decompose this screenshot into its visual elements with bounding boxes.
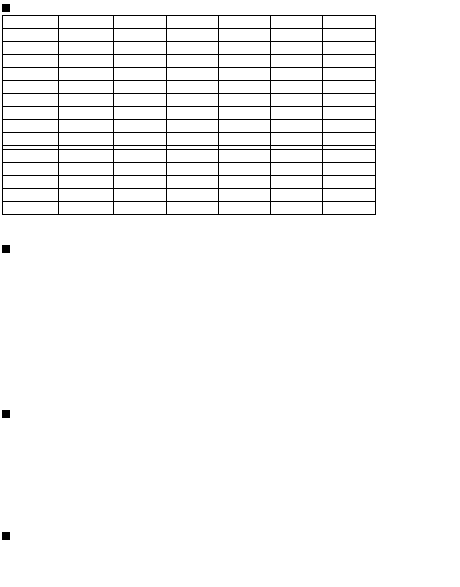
page-title: [2, 2, 13, 15]
row-label: [3, 133, 59, 146]
table-cell: [323, 55, 376, 68]
table-cell: [59, 150, 114, 163]
table-cell: [59, 107, 114, 120]
table-row: [3, 120, 376, 133]
table-cell: [219, 163, 271, 176]
table-cell: [59, 120, 114, 133]
column-header: [59, 16, 114, 29]
table-cell: [114, 55, 167, 68]
table-cell: [59, 68, 114, 81]
table-row: [3, 55, 376, 68]
history-table: [2, 15, 376, 215]
table-cell: [114, 68, 167, 81]
table-cell: [59, 202, 114, 215]
table-cell: [271, 133, 323, 146]
table-cell: [219, 94, 271, 107]
table-cell: [219, 81, 271, 94]
table-cell: [219, 42, 271, 55]
table-row: [3, 107, 376, 120]
table-cell: [59, 189, 114, 202]
table-cell: [323, 81, 376, 94]
column-header: [323, 16, 376, 29]
table-cell: [271, 176, 323, 189]
table-cell: [219, 176, 271, 189]
table-cell: [219, 55, 271, 68]
row-label: [3, 68, 59, 81]
table-cell: [271, 163, 323, 176]
table-cell: [271, 81, 323, 94]
table-cell: [323, 107, 376, 120]
table-cell: [323, 29, 376, 42]
table-cell: [59, 55, 114, 68]
table-cell: [271, 68, 323, 81]
row-label: [3, 29, 59, 42]
row-label: [3, 202, 59, 215]
history-header-row: [3, 16, 376, 29]
table-cell: [323, 163, 376, 176]
table-cell: [167, 163, 219, 176]
table-row: [3, 29, 376, 42]
table-cell: [271, 94, 323, 107]
table-cell: [114, 150, 167, 163]
table-cell: [323, 68, 376, 81]
row-label: [3, 176, 59, 189]
table-cell: [114, 120, 167, 133]
table-cell: [114, 202, 167, 215]
table-cell: [59, 133, 114, 146]
column-header: [114, 16, 167, 29]
table-cell: [323, 176, 376, 189]
table-row: [3, 176, 376, 189]
table-cell: [167, 176, 219, 189]
column-header: [271, 16, 323, 29]
table-cell: [219, 29, 271, 42]
table-cell: [167, 29, 219, 42]
table-cell: [323, 133, 376, 146]
bullet-square-icon: [2, 532, 10, 540]
table-cell: [219, 202, 271, 215]
table-cell: [219, 107, 271, 120]
table-cell: [167, 120, 219, 133]
table-cell: [114, 42, 167, 55]
table-cell: [114, 29, 167, 42]
section1-heading: [2, 243, 13, 256]
table-cell: [219, 150, 271, 163]
section3-heading: [2, 530, 13, 543]
table-cell: [271, 120, 323, 133]
table-cell: [114, 81, 167, 94]
table-cell: [323, 42, 376, 55]
table-cell: [114, 94, 167, 107]
table-cell: [167, 81, 219, 94]
table-row: [3, 189, 376, 202]
table-cell: [167, 94, 219, 107]
table-row: [3, 150, 376, 163]
table-cell: [167, 55, 219, 68]
table-cell: [271, 55, 323, 68]
row-label: [3, 42, 59, 55]
table-cell: [219, 68, 271, 81]
table-cell: [114, 176, 167, 189]
row-label: [3, 94, 59, 107]
table-cell: [114, 163, 167, 176]
table-cell: [167, 189, 219, 202]
table-cell: [219, 189, 271, 202]
column-header: [3, 16, 59, 29]
row-label: [3, 120, 59, 133]
table-cell: [167, 202, 219, 215]
table-cell: [271, 150, 323, 163]
table-cell: [271, 29, 323, 42]
bullet-square-icon: [2, 410, 10, 418]
bullet-square-icon: [2, 245, 10, 253]
section2-heading: [2, 408, 13, 421]
table-cell: [271, 202, 323, 215]
table-cell: [59, 163, 114, 176]
table-cell: [167, 150, 219, 163]
table-cell: [59, 176, 114, 189]
table-cell: [59, 81, 114, 94]
table-cell: [167, 42, 219, 55]
table-row: [3, 202, 376, 215]
table-cell: [271, 42, 323, 55]
row-label: [3, 107, 59, 120]
table-cell: [271, 107, 323, 120]
table-cell: [167, 107, 219, 120]
table-cell: [219, 133, 271, 146]
table-cell: [114, 133, 167, 146]
row-label: [3, 81, 59, 94]
table-cell: [323, 189, 376, 202]
bullet-square-icon: [2, 4, 10, 12]
table-cell: [59, 42, 114, 55]
table-cell: [114, 107, 167, 120]
table-row: [3, 68, 376, 81]
table-cell: [59, 94, 114, 107]
table-cell: [323, 202, 376, 215]
table-cell: [219, 120, 271, 133]
table-row: [3, 133, 376, 146]
row-label: [3, 163, 59, 176]
table-cell: [323, 150, 376, 163]
column-header: [219, 16, 271, 29]
table-row: [3, 94, 376, 107]
row-label: [3, 150, 59, 163]
table-row: [3, 81, 376, 94]
row-label: [3, 55, 59, 68]
table-cell: [323, 120, 376, 133]
table-cell: [323, 94, 376, 107]
table-cell: [167, 133, 219, 146]
table-row: [3, 163, 376, 176]
column-header: [167, 16, 219, 29]
row-label: [3, 189, 59, 202]
table-cell: [271, 189, 323, 202]
table-cell: [114, 189, 167, 202]
table-row: [3, 42, 376, 55]
table-cell: [167, 68, 219, 81]
table-cell: [59, 29, 114, 42]
